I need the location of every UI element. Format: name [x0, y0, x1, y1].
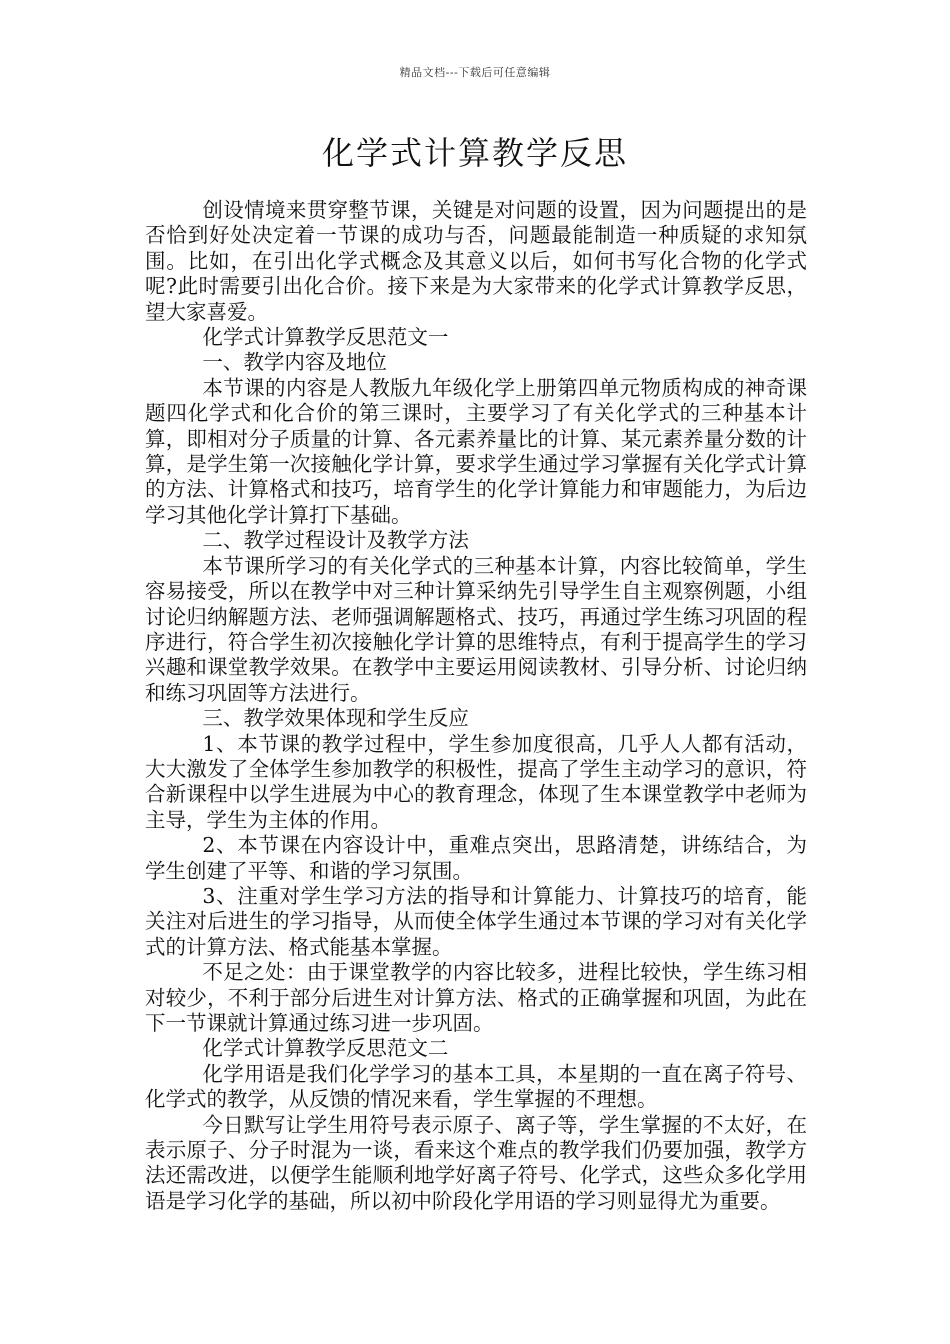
paragraph: 今日默写让学生用符号表示原子、离子等，学生掌握的不太好，在表示原子、分子时混为一谈，看来这个难点的教学我们仍要加强，教学方法还需改进，以便学生能顺利地学好离子符号、化学式，这些众多化学用语是学习化学的基础，所以初中阶段化学用语的学习则显得尤为重要。 [145, 1112, 807, 1213]
document-title: 化学式计算教学反思 [321, 134, 628, 172]
paragraph: 本节课所学习的有关化学式的三种基本计算，内容比较简单，学生容易接受，所以在教学中对三种计算采纳先引导学生自主观察例题，小组 讨论归纳解题方法、老师强调解题格式、技巧，再通过学生练习巩固的程序进行，符合学生初次接触化学计算的思维特点，有利于提高学生的学习兴趣和课堂教学效果。在教学中主要运用阅读教材、引导分析、讨论归纳和练习巩固等方法进行。 [145, 553, 807, 705]
section-heading: 二、教学过程设计及教学方法 [202, 528, 469, 553]
paragraph: 不足之处：由于课堂教学的内容比较多，进程比较快，学生练习相对较少，不利于部分后进生对计算方法、格式的正确掌握和巩固，为此在下一节课就计算通过练习进一步巩固。 [145, 960, 807, 1035]
paragraph: 2、本节课在内容设计中，重难点突出，思路清楚，讲练结合，为学生创建了平等、和谐的学习氛围。 [145, 833, 807, 883]
paragraph: 创设情境来贯穿整节课，关键是对问题的设置，因为问题提出的是否恰到好处决定着一节课的成功与否，问题最能制造一种质疑的求知氛围。比如，在引出化学式概念及其意义以后，如何书写化合物的化学式呢?此时需要引出化合价。接下来是为大家带来的化学式计算教学反思，望大家喜爱。 [145, 198, 807, 324]
paragraph: 化学用语是我们化学学习的基本工具，本星期的一直在离子符号、化学式的教学，从反馈的情况来看，学生掌握的不理想。 [145, 1061, 807, 1112]
section-heading: 化学式计算教学反思范文一 [202, 325, 449, 350]
header-note: 精品文档---下载后可任意编辑 [399, 66, 551, 79]
paragraph: 1、本节课的教学过程中，学生参加度很高，几乎人人都有活动，大大激发了全体学生参加教学的积极性，提高了学生主动学习的意识，符合新课程中以学生进展为中心的教育理念，体现了生本课堂教学中老师为主导，学生为主体的作用。 [145, 731, 807, 832]
paragraph: 3、注重对学生学习方法的指导和计算能力、计算技巧的培育，能关注对后进生的学习指导，从而使全体学生通过本节课的学习对有关化学式的计算方法、格式能基本掌握。 [145, 883, 807, 959]
section-heading: 化学式计算教学反思范文二 [202, 1036, 449, 1061]
paragraph: 本节课的内容是人教版九年级化学上册第四单元物质构成的神奇课题四化学式和化合价的第三课时，主要学习了有关化学式的三种基本计算，即相对分子质量的计算、各元素养量比的计算、某元素养量分数的计算，是学生第一次接触化学计算，要求学生通过学习掌握有关化学式计算的方法、计算格式和技巧，培育学生的化学计算能力和审题能力，为后边学习其他化学计算打下基础。 [145, 375, 807, 527]
section-heading: 一、教学内容及地位 [202, 350, 387, 375]
document-body [145, 198, 807, 1214]
section-heading: 三、教学效果体现和学生反应 [202, 706, 469, 731]
